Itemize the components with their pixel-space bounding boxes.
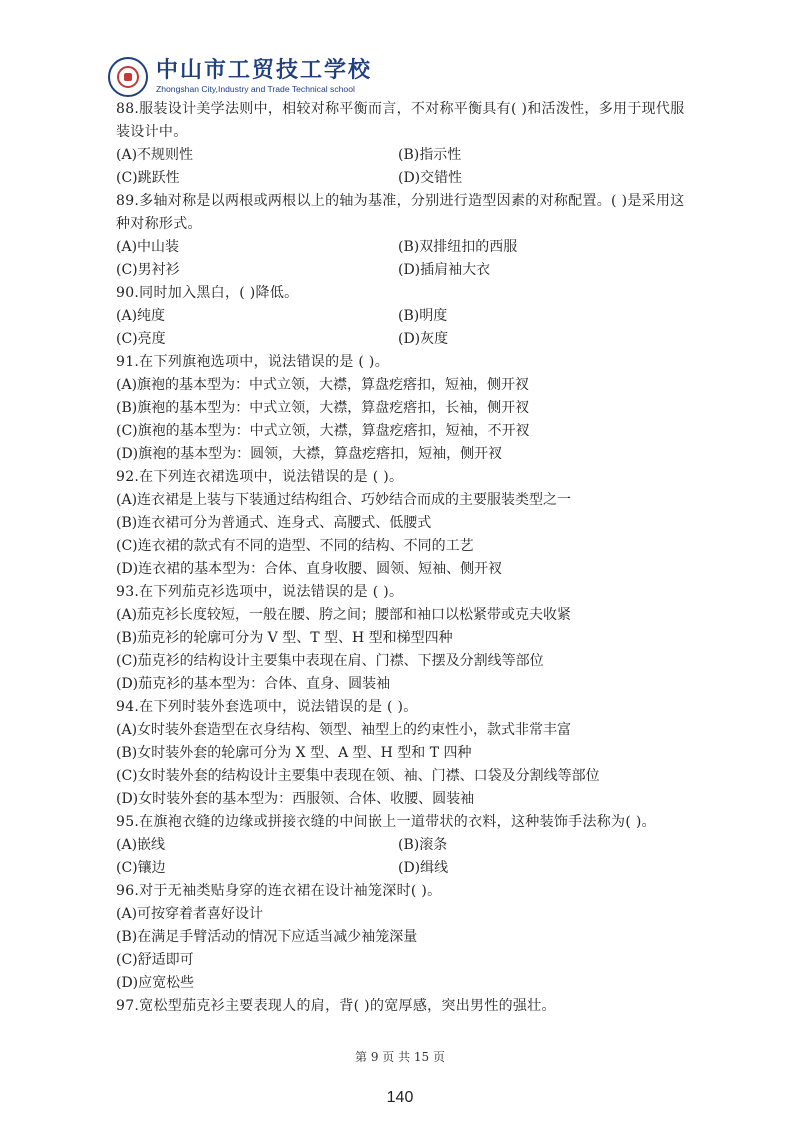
answer-option: (B)在满足手臂活动的情况下应适当减少袖笼深量: [116, 929, 418, 945]
answer-option: (D)缉线: [398, 860, 449, 876]
option-row: [116, 443, 696, 466]
page-info: 第 9 页 共 15 页: [355, 1050, 445, 1064]
answer-option: (A)不规则性: [116, 147, 194, 163]
option-row: [116, 949, 696, 972]
question-text: 装设计中。: [116, 124, 188, 140]
school-logo-icon: [108, 57, 148, 97]
option-row: [116, 604, 696, 627]
question-item: [116, 98, 696, 190]
school-name-en: Zhongshan City,Industry and Trade Technical school: [156, 84, 355, 94]
answer-option: (B)明度: [398, 308, 448, 324]
question-item: [116, 880, 696, 995]
option-row: [116, 144, 696, 167]
answer-option: (D)插肩袖大衣: [398, 262, 491, 278]
answer-option: (A)茄克衫长度较短，一般在腰、胯之间；腰部和袖口以松紧带或克夫收紧: [116, 607, 572, 623]
school-header: [108, 57, 372, 97]
answer-option: (A)女时装外套造型在衣身结构、领型、袖型上的约束性小，款式非常丰富: [116, 722, 572, 738]
answer-option: (C)男衬衫: [116, 262, 180, 278]
answer-option: (A)旗袍的基本型为：中式立领，大襟，算盘疙瘩扣，短袖，侧开衩: [116, 377, 530, 393]
answer-option: (A)嵌线: [116, 837, 166, 853]
answer-option: (D)女时装外套的基本型为：西服领、合体、收腰、圆装袖: [116, 791, 475, 807]
option-row: [116, 926, 696, 949]
question-text: 94.在下列时装外套选项中，说法错误的是 ( )。: [116, 699, 418, 715]
option-row: [116, 742, 696, 765]
option-row: [116, 558, 696, 581]
school-name-block: [156, 59, 372, 95]
option-row: [116, 489, 696, 512]
answer-option: (B)双排纽扣的西服: [398, 239, 518, 255]
question-text: 93.在下列茄克衫选项中，说法错误的是 ( )。: [116, 584, 404, 600]
answer-option: (A)纯度: [116, 308, 166, 324]
answer-option: (A)连衣裙是上装与下装通过结构组合、巧妙结合而成的主要服装类型之一: [116, 492, 572, 508]
option-row: [116, 673, 696, 696]
option-row: [116, 857, 696, 880]
question-item: [116, 581, 696, 696]
answer-option: (D)茄克衫的基本型为：合体、直身、圆装袖: [116, 676, 391, 692]
question-text: 92.在下列连衣裙选项中，说法错误的是 ( )。: [116, 469, 404, 485]
question-text: 种对称形式。: [116, 216, 202, 232]
option-row: [116, 788, 696, 811]
question-item: [116, 696, 696, 811]
page-number: 140: [386, 1089, 414, 1106]
question-text: 88.服装设计美学法则中，相较对称平衡而言，不对称平衡具有( )和活泼性，多用于现代服: [116, 101, 685, 117]
question-text: 91.在下列旗袍选项中，说法错误的是 ( )。: [116, 354, 389, 370]
answer-option: (C)女时装外套的结构设计主要集中表现在领、袖、门襟、口袋及分割线等部位: [116, 768, 600, 784]
option-row: [116, 535, 696, 558]
answer-option: (B)指示性: [398, 147, 462, 163]
question-list: [116, 98, 696, 1018]
question-item: [116, 995, 696, 1018]
question-item: [116, 811, 696, 880]
school-name-cn: 中山市工贸技工学校: [156, 58, 373, 83]
answer-option: (D)旗袍的基本型为：圆领，大襟，算盘疙瘩扣，短袖，侧开衩: [116, 446, 503, 462]
answer-option: (D)交错性: [398, 170, 463, 186]
answer-option: (C)亮度: [116, 331, 166, 347]
option-row: [116, 259, 696, 282]
question-item: [116, 351, 696, 466]
answer-option: (A)中山装: [116, 239, 180, 255]
option-row: [116, 236, 696, 259]
answer-option: (B)旗袍的基本型为：中式立领，大襟，算盘疙瘩扣，长袖，侧开衩: [116, 400, 530, 416]
answer-option: (C)连衣裙的款式有不同的造型、不同的结构、不同的工艺: [116, 538, 474, 554]
option-row: [116, 627, 696, 650]
answer-option: (D)应宽松些: [116, 975, 195, 991]
option-row: [116, 834, 696, 857]
question-text: 97.宽松型茄克衫主要表现人的肩，背( )的宽厚感，突出男性的强壮。: [116, 998, 556, 1014]
question-text: 96.对于无袖类贴身穿的连衣裙在设计袖笼深时( )。: [116, 883, 442, 899]
answer-option: (B)茄克衫的轮廓可分为 V 型、T 型、H 型和梯型四种: [116, 630, 453, 646]
option-row: [116, 328, 696, 351]
answer-option: (C)跳跃性: [116, 170, 180, 186]
answer-option: (C)舒适即可: [116, 952, 194, 968]
answer-option: (C)茄克衫的结构设计主要集中表现在肩、门襟、下摆及分割线等部位: [116, 653, 544, 669]
question-item: [116, 282, 696, 351]
option-row: [116, 512, 696, 535]
option-row: [116, 719, 696, 742]
answer-option: (D)连衣裙的基本型为：合体、直身收腰、圆领、短袖、侧开衩: [116, 561, 503, 577]
option-row: [116, 374, 696, 397]
question-text: 95.在旗袍衣缝的边缘或拼接衣缝的中间嵌上一道带状的衣料，这种装饰手法称为( )。: [116, 814, 656, 830]
answer-option: (D)灰度: [398, 331, 449, 347]
option-row: [116, 903, 696, 926]
question-item: [116, 466, 696, 581]
answer-option: (C)旗袍的基本型为：中式立领，大襟，算盘疙瘩扣，短袖，不开衩: [116, 423, 530, 439]
option-row: [116, 167, 696, 190]
option-row: [116, 420, 696, 443]
answer-option: (A)可按穿着者喜好设计: [116, 906, 264, 922]
option-row: [116, 972, 696, 995]
option-row: [116, 305, 696, 328]
option-row: [116, 765, 696, 788]
answer-option: (B)滚条: [398, 837, 448, 853]
answer-option: (C)镶边: [116, 860, 166, 876]
answer-option: (B)连衣裙可分为普通式、连身式、高腰式、低腰式: [116, 515, 432, 531]
question-text: 89.多轴对称是以两根或两根以上的轴为基准，分别进行造型因素的对称配置。( )是采用这: [116, 193, 685, 209]
option-row: [116, 397, 696, 420]
question-text: 90.同时加入黑白，( )降低。: [116, 285, 299, 301]
answer-option: (B)女时装外套的轮廓可分为 X 型、A 型、H 型和 T 四种: [116, 745, 472, 761]
option-row: [116, 650, 696, 673]
question-item: [116, 190, 696, 282]
